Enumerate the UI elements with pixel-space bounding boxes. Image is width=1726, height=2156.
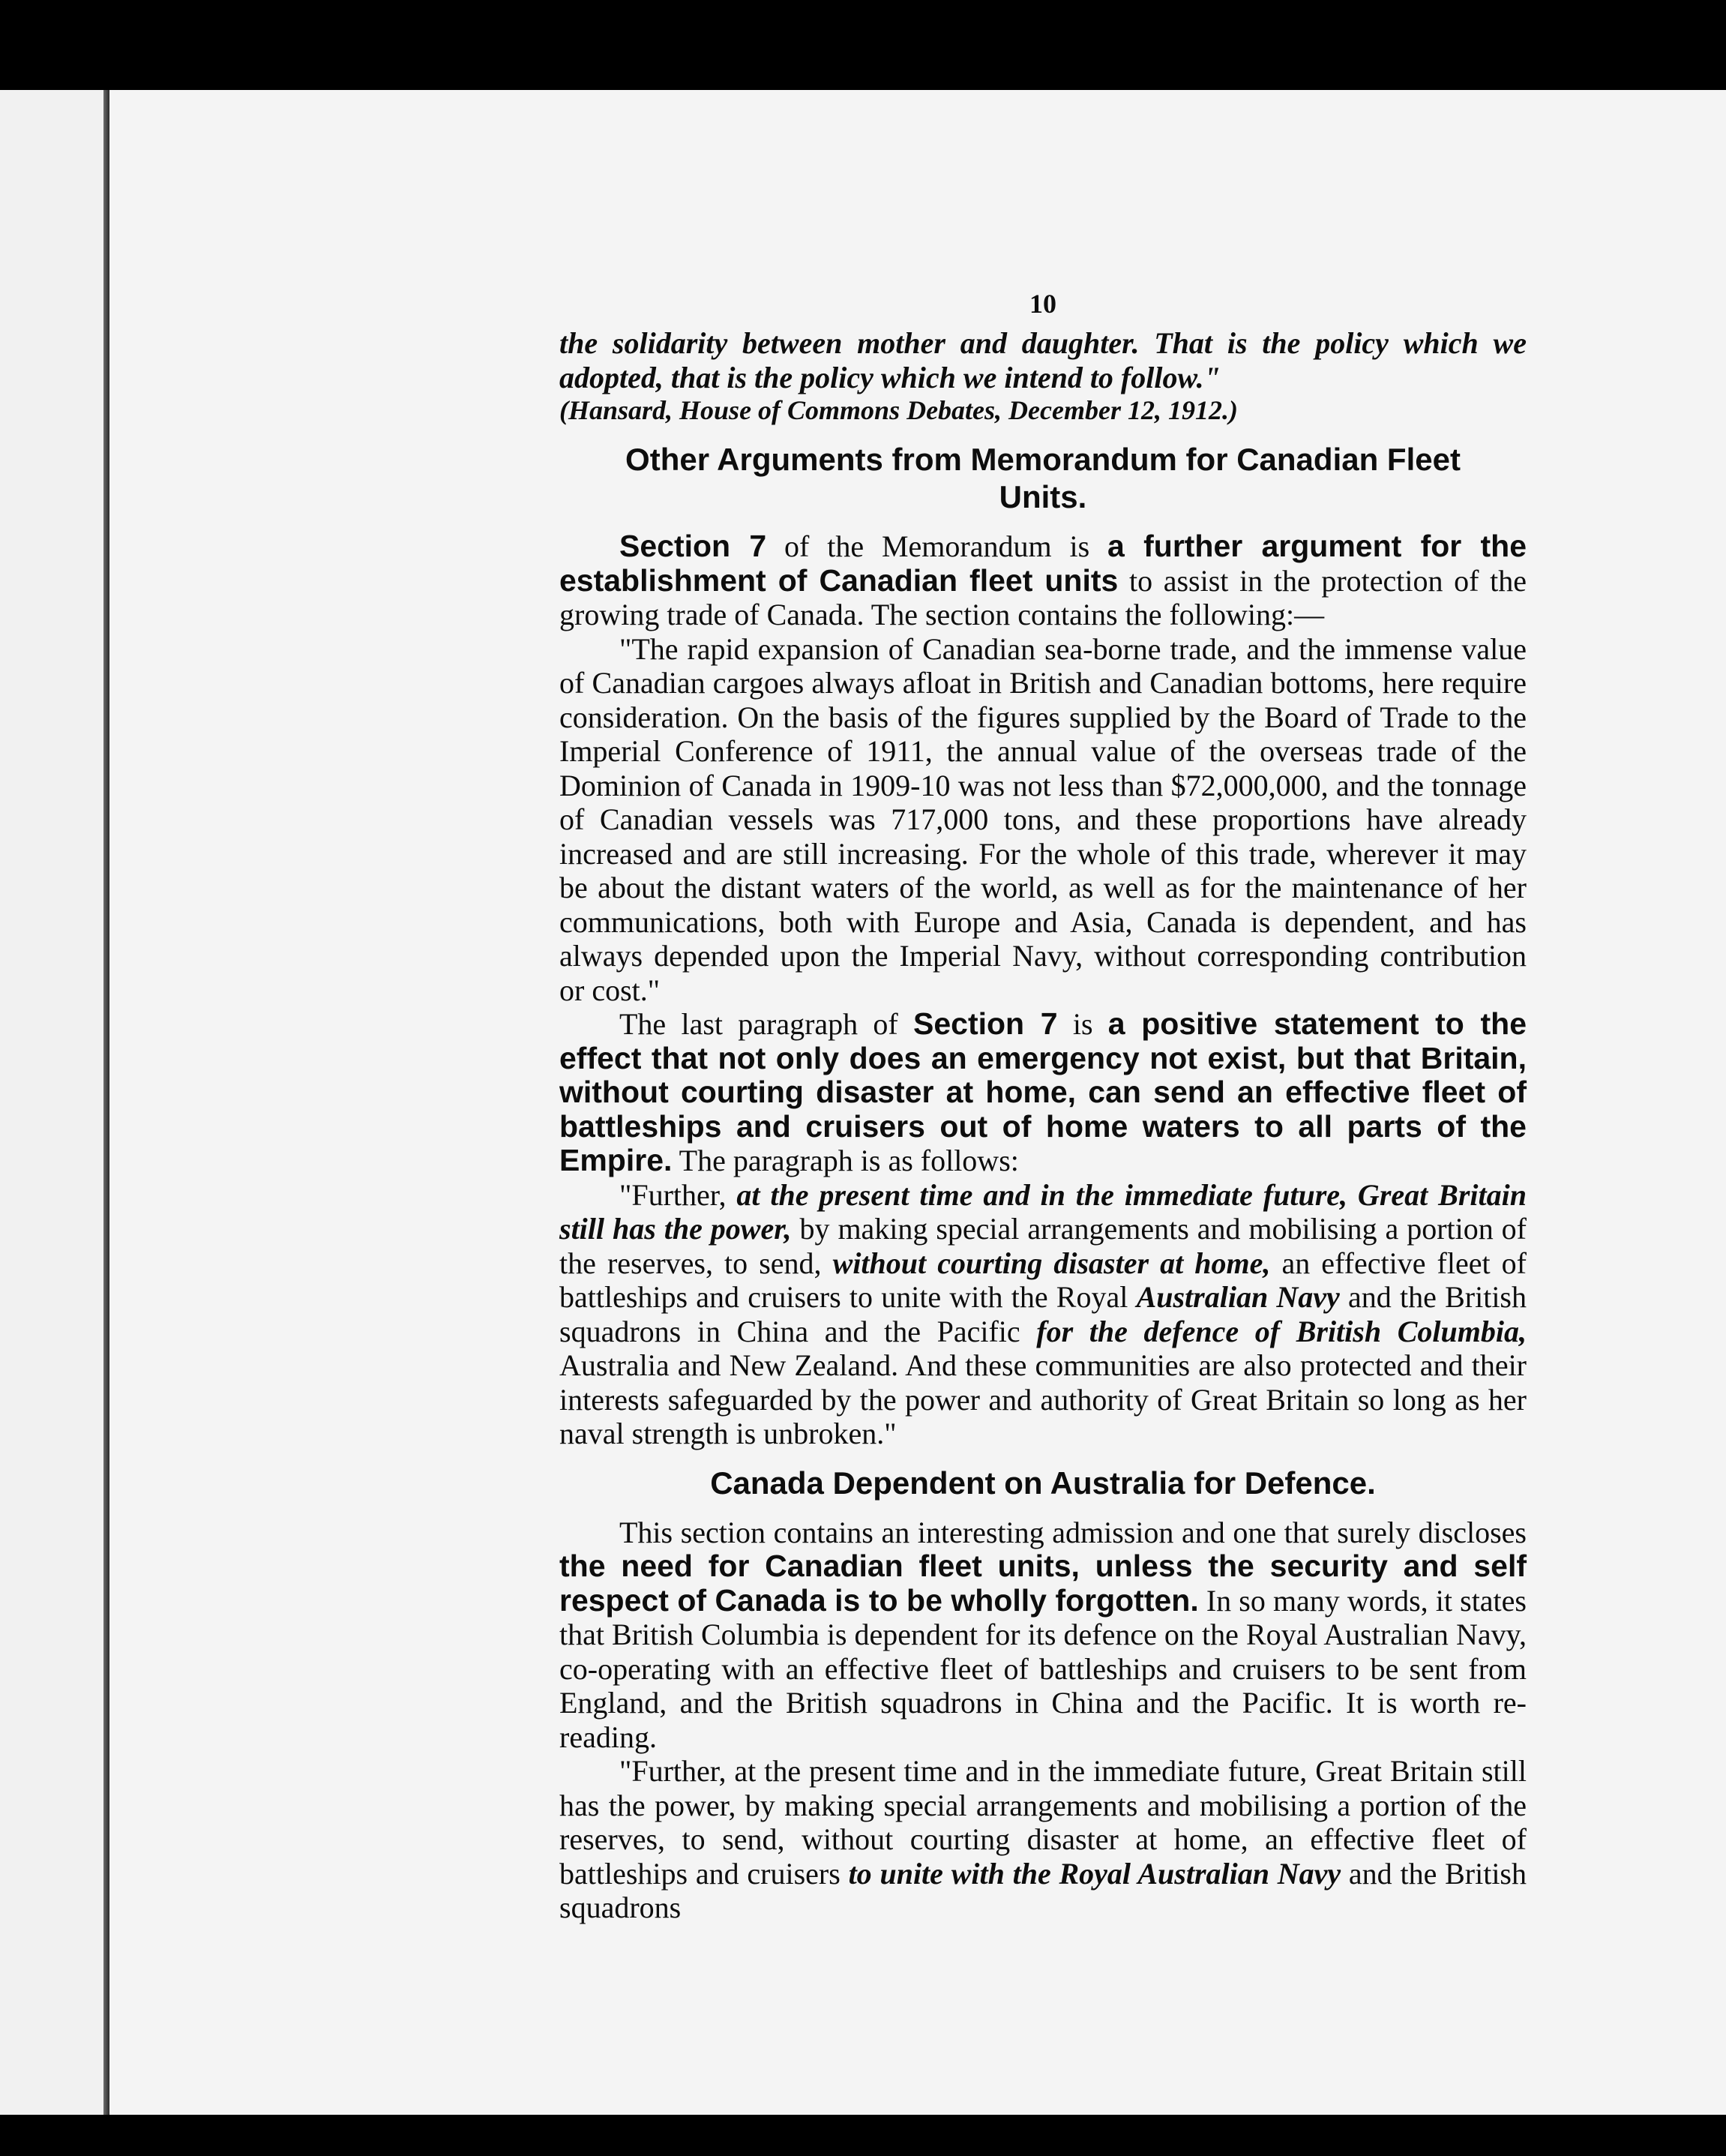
document-page: [109, 90, 1726, 2115]
italic-text: at the present time and in the immediate future, Great Britain still has the power,: [559, 1177, 1527, 1246]
quoted-paragraph: [559, 1178, 1527, 1451]
italic-text: Australian Navy: [1136, 1280, 1340, 1314]
italic-text: without courting disaster at home,: [832, 1246, 1271, 1280]
body-text: In so many words, it states that British Columbia is dependent for its defence on the Royal Australian Navy, co-operating with an effective fleet of battleships and cruisers to be sent from England, and the British squadrons in China and the Pacific. It is worth re-reading.: [559, 1583, 1527, 1754]
body-text: "Further,: [619, 1177, 737, 1212]
body-text: an effective fleet of battleships and cruisers to unite with the Royal: [559, 1246, 1527, 1314]
paragraph: [559, 1007, 1527, 1178]
body-text: by making special arrangements and mobilising a portion of the reserves, to send,: [559, 1212, 1527, 1280]
bold-text: Section 7: [913, 1006, 1058, 1041]
citation: (Hansard, House of Commons Debates, December 12, 1912.): [559, 395, 1238, 425]
body-text: to assist in the protection of the growing trade of Canada. The section contains the following:—: [559, 563, 1527, 631]
body-text: "The rapid expansion of Canadian sea-borne trade, and the immense value of Canadian cargoes always afloat in British and Canadian bottoms, here require consideration. On the basis of the figures supplied by the Board of Trade to the Imperial Conference of 1911, the annual value of the overseas trade of the Dominion of Canada in 1909-10 was not less than $72,000,000, and the tonnage of Canadian vessels was 717,000 tons, and these proportions have already increased and are still increasing. For the whole of this trade, wherever it may be about the distant waters of the world, as well as for the maintenance of her communications, both with Europe and Asia, Canada is dependent, and has always depended upon the Imperial Navy, without corresponding contribution or cost.": [559, 631, 1527, 1007]
book-spine: [103, 90, 109, 2115]
left-page-edge: [0, 90, 105, 2115]
quoted-paragraph: [559, 1754, 1527, 1925]
body-text: and the British squadrons in China and the Pacific: [559, 1280, 1527, 1348]
bold-text: the need for Canadian fleet units, unless the security and self respect of Canada is to be wholly forgotten.: [559, 1549, 1527, 1618]
body-text: "Further, at the present time and in the immediate future, Great Britain still has the power, by making special arrangements and mobilising a portion of the reserves, to send, without courting disaster at home, an effective fleet of battleships and cruisers: [559, 1754, 1527, 1891]
page-text-column: [559, 289, 1527, 1925]
bold-text: a positive statement to the effect that not only does an emergency not exist, but that Britain, without courting disaster at home, can send an effective fleet of battleships and cruisers out of home waters to all parts of the Empire.: [559, 1006, 1527, 1177]
bold-text: Section 7: [619, 529, 767, 563]
bold-text: a further argument for the establishment of Canadian fleet units: [559, 529, 1527, 598]
body-text: The paragraph is as follows:: [672, 1144, 1019, 1177]
quoted-paragraph: [559, 632, 1527, 1008]
body-text: Australia and New Zealand. And these communities are also protected and their interests safeguarded by the power and authority of Great Britain so long as her naval strength is unbroken.": [559, 1348, 1527, 1450]
body-text: is: [1057, 1007, 1108, 1041]
italic-text: to unite with the Royal Australian Navy: [848, 1856, 1341, 1891]
quote-continuation: the solidarity between mother and daughter. That is the policy which we adopted, that is the policy which we intend to follow.": [559, 326, 1527, 394]
italic-text: for the defence of British Columbia,: [1036, 1314, 1527, 1348]
page-number: 10: [1029, 289, 1056, 319]
body-text: and the British squadrons: [559, 1856, 1527, 1924]
body-text: of the Memorandum is: [766, 529, 1108, 563]
section-heading: Canada Dependent on Australia for Defence.: [710, 1465, 1376, 1501]
paragraph: [559, 1516, 1527, 1755]
paragraph: [559, 529, 1527, 632]
section-heading: Other Arguments from Memorandum for Canadian Fleet Units.: [625, 442, 1461, 514]
body-text: The last paragraph of: [619, 1007, 914, 1041]
body-text: This section contains an interesting admission and one that surely discloses: [619, 1515, 1527, 1549]
